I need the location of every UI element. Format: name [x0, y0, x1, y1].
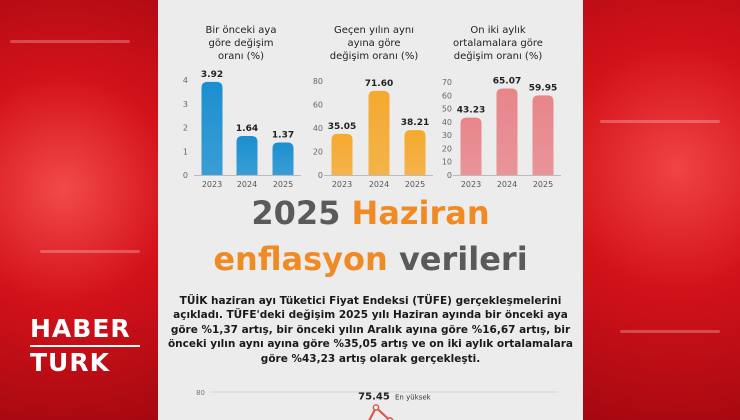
y-tick-label: 0: [446, 171, 452, 180]
bar-value-label: 59.95: [528, 83, 558, 94]
x-tick-label: 2025: [404, 180, 426, 189]
light-streak: [600, 120, 720, 123]
bar-value-label: 71.60: [364, 78, 394, 89]
headline-line-2: [158, 239, 583, 279]
y-tick-label: 10: [441, 157, 452, 167]
x-tick-label: 2025: [272, 180, 294, 189]
x-tick-label: 2025: [532, 180, 554, 189]
x-tick-label: 2024: [368, 180, 390, 189]
chart-title-line: göre değişim: [208, 38, 274, 49]
light-streak: [10, 40, 130, 43]
chart-title-line: Bir önceki aya: [205, 25, 277, 36]
logo-line-1: HABER: [30, 314, 131, 343]
bar-value-label: 65.07: [492, 76, 522, 87]
bar-2023: [202, 82, 223, 175]
y-tick-label: 30: [441, 131, 452, 141]
x-tick-label: 2023: [201, 180, 223, 189]
headline-year: 2025: [251, 194, 341, 232]
y-tick-label: 1: [182, 147, 188, 157]
bar-2025: [273, 142, 294, 175]
bar-2025: [533, 95, 554, 175]
y-tick-label: 0: [317, 171, 323, 180]
point-value-label: 75.45: [358, 391, 390, 403]
y-tick-label: 50: [441, 104, 452, 114]
logo-line-2: TURK: [30, 348, 110, 377]
y-tick-label: 4: [182, 76, 188, 85]
chart-title-line: ortalamalara göre: [453, 38, 543, 49]
chart-title-line: değişim oranı (%): [453, 51, 543, 62]
chart-title-line: ayına göre: [347, 38, 401, 49]
y-tick-label: 20: [312, 147, 323, 157]
y-tick-label: 80: [312, 77, 323, 86]
x-tick-label: 2023: [331, 180, 353, 189]
light-streak: [620, 330, 720, 333]
bar-2025: [405, 130, 426, 175]
y-tick-label: 60: [441, 91, 452, 101]
headline-line-1: [158, 193, 583, 233]
bar-value-label: 1.37: [271, 130, 295, 141]
bar-value-label: 3.92: [200, 69, 224, 80]
bar-value-label: 43.23: [456, 105, 486, 116]
headline-data: verileri: [398, 240, 528, 278]
y-tick-label: 0: [182, 171, 188, 180]
chart-title-line: oranı (%): [218, 51, 264, 62]
headline-month: Haziran: [351, 194, 490, 232]
haberturk-logo: [30, 316, 140, 375]
x-tick-label: 2023: [460, 180, 482, 189]
point-note-label: En yüksek: [395, 393, 431, 402]
bar-2024: [497, 89, 518, 175]
bar-2023: [461, 118, 482, 175]
y-tick-label: 20: [441, 144, 452, 154]
bar-2023: [332, 134, 353, 175]
y-tick-label: 40: [312, 124, 323, 133]
light-streak: [40, 250, 140, 253]
chart-title-line: On iki aylık: [470, 25, 526, 36]
y-tick-label: 40: [441, 117, 452, 127]
y-tick-label: 60: [312, 100, 323, 110]
chart-title-line: değişim oranı (%): [329, 51, 419, 62]
headline-inflation: enflasyon: [213, 240, 388, 278]
bar-value-label: 1.64: [235, 124, 259, 135]
bar-value-label: 35.05: [327, 121, 357, 132]
y-tick-label: 2: [182, 123, 188, 133]
bar-2024: [237, 136, 258, 175]
x-tick-label: 2024: [236, 180, 258, 189]
background-right: [583, 0, 740, 420]
x-tick-label: 2024: [496, 180, 518, 189]
y-tick-label: 80: [196, 389, 205, 397]
infographic-panel: [158, 0, 583, 420]
chart-title-line: Geçen yılın aynı: [334, 25, 414, 36]
bar-2024: [369, 91, 390, 175]
line-point: [373, 405, 378, 410]
y-tick-label: 3: [182, 99, 188, 109]
description-text: TÜİK haziran ayı Tüketici Fiyat Endeksi (TÜFE) gerçekleşmelerini açıkladı. TÜFE'deki değişim 2025 yılı Haziran ayında bir önceki aya göre %1,37 artış, bir önceki yılın Aralık ayına göre %16,67 artış, bir önceki yılın aynı ayına göre %35,05 artış ve on iki aylık ortalamalara göre %43,23 artış olarak gerçekleşti.: [167, 295, 574, 365]
logo-divider: [30, 345, 140, 347]
bar-value-label: 38.21: [400, 118, 430, 129]
y-tick-label: 70: [441, 78, 452, 87]
